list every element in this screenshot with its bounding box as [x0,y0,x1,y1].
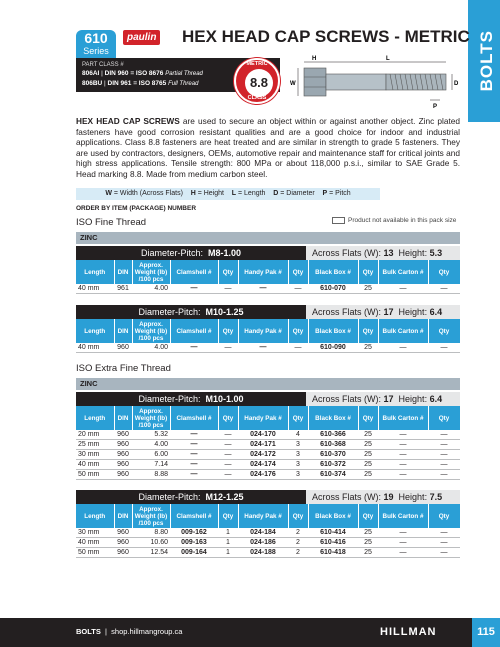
product-table [76,504,461,558]
table-cell: 610-416 [308,538,358,548]
table-cell: 960 [114,460,132,470]
table-header-row [76,319,460,343]
section-tab-label: BOLTS [477,30,496,92]
table-cell: 40 mm [76,284,114,294]
column-header: Qty [218,319,238,343]
diagram-label-p: P [433,104,438,110]
column-header: Qty [218,406,238,430]
metric-class-seal [234,58,280,104]
finish-bar: ZINC [76,232,460,244]
column-header: Black Box # [308,504,358,528]
table-cell: 1 [218,548,238,558]
column-header: Qty [428,504,460,528]
table-cell: 25 [358,430,378,440]
table-cell: 009-164 [170,548,218,558]
table-cell: 25 [358,528,378,538]
footer-url[interactable]: shop.hillmangroup.ca [111,627,183,636]
column-header: DIN [114,504,132,528]
legend-key: W [105,190,112,197]
table-cell: — [378,430,428,440]
table-cell: 024-184 [238,528,288,538]
table-cell: — [428,548,460,558]
not-available-box [332,217,345,224]
across-flats: Across Flats (W): 17 Height: 6.4 [306,392,460,406]
table-cell: — [378,548,428,558]
legend-value: Width (Across Flats) [119,190,183,197]
table-cell: 1 [218,528,238,538]
table-cell: 40 mm [76,538,114,548]
table-cell: — [218,440,238,450]
part-class-code: 806AI [82,70,100,77]
table-cell: 610-368 [308,440,358,450]
table-row [76,284,460,294]
table-cell: — [428,460,460,470]
column-header: Handy Pak # [238,406,288,430]
column-header: Qty [358,504,378,528]
series-badge [76,30,116,58]
seal-grade-value: 8.8 [245,69,273,97]
section-title: ISO Extra Fine Thread [76,363,171,374]
table-cell: — [170,440,218,450]
across-flats: Across Flats (W): 19 Height: 7.5 [306,490,460,504]
table-row [76,548,460,558]
section-title: ISO Fine Thread [76,217,147,228]
table-row [76,470,460,480]
table-cell: 960 [114,343,132,353]
table-cell: — [218,284,238,294]
diagram-label-l: L [386,56,390,62]
part-class-label: PART CLASS # [82,62,124,68]
column-header: Qty [358,319,378,343]
section-tab [468,0,500,122]
column-header: Qty [428,406,460,430]
table-cell: 40 mm [76,343,114,353]
table-cell: 024-176 [238,470,288,480]
column-header: Qty [288,406,308,430]
table-cell: 960 [114,450,132,460]
part-class-note: Full Thread [168,81,199,87]
table-cell: 25 mm [76,440,114,450]
across-flats: Across Flats (W): 13 Height: 5.3 [306,246,460,260]
table-cell: — [218,343,238,353]
legend-key: P [322,190,328,197]
table-cell: 610-070 [308,284,358,294]
table-cell: 4.00 [132,343,170,353]
product-table [76,319,461,353]
table-cell: — [378,284,428,294]
table-cell: 960 [114,470,132,480]
order-label: ORDER BY ITEM (PACKAGE) NUMBER [76,205,197,212]
not-available-note [332,217,456,224]
spec-bar [76,392,460,406]
legend-value: Height [203,190,224,197]
table-cell: — [378,538,428,548]
table-cell: 8.80 [132,528,170,538]
table-cell: 610-374 [308,470,358,480]
footer-section: BOLTS [76,627,101,636]
spec-bar [76,490,460,504]
table-cell: 25 [358,538,378,548]
table-row [76,528,460,538]
table-header-row [76,260,460,284]
table-cell: — [378,450,428,460]
table-cell: 610-090 [308,343,358,353]
table-cell: 960 [114,440,132,450]
table-cell: 8.88 [132,470,170,480]
column-header: Qty [288,260,308,284]
column-header: Handy Pak # [238,504,288,528]
column-header: DIN [114,319,132,343]
table-cell: 4.00 [132,440,170,450]
description-lead: HEX HEAD CAP SCREWS [76,116,180,126]
table-cell: — [170,460,218,470]
table-cell: 25 [358,343,378,353]
table-cell: 610-366 [308,430,358,440]
legend-value: Pitch [335,190,351,197]
table-cell: 3 [288,450,308,460]
table-cell: 3 [288,470,308,480]
table-cell: 2 [288,538,308,548]
diagram-label-h: H [312,56,317,62]
paulin-logo: paulin [123,30,160,45]
table-cell: 610-372 [308,460,358,470]
column-header: Approx. Weight (lb) /100 pcs [132,260,170,284]
table-cell: 20 mm [76,430,114,440]
product-table [76,406,461,480]
column-header: Qty [428,260,460,284]
table-cell: — [218,430,238,440]
table-cell: — [378,343,428,353]
table-header-row [76,504,460,528]
table-row [76,538,460,548]
table-row [76,343,460,353]
table-cell: 25 [358,548,378,558]
table-header-row [76,406,460,430]
table-cell: — [218,460,238,470]
table-cell: 2 [288,548,308,558]
table-cell: 50 mm [76,470,114,480]
table-cell: 610-370 [308,450,358,460]
table-row [76,460,460,470]
column-header: Qty [358,260,378,284]
table-cell: 2 [288,528,308,538]
finish-bar: ZINC [76,378,460,390]
table-cell: 610-418 [308,548,358,558]
diagram-label-d: D [454,81,459,87]
part-class-note: Partial Thread [165,71,203,77]
table-cell: 25 [358,470,378,480]
page-number: 115 [472,618,500,647]
table-cell: — [428,470,460,480]
legend-key: L [231,190,237,197]
table-cell: 25 [358,450,378,460]
column-header: Clamshell # [170,260,218,284]
table-cell: — [378,470,428,480]
page-title: HEX HEAD CAP SCREWS - METRIC [182,27,470,46]
table-cell: — [378,460,428,470]
product-description [76,116,460,180]
column-header: Approx. Weight (lb) /100 pcs [132,406,170,430]
table-cell: 4.00 [132,284,170,294]
table-cell: 024-170 [238,430,288,440]
table-cell: — [428,450,460,460]
column-header: Black Box # [308,319,358,343]
table-cell: 30 mm [76,528,114,538]
table-cell: 960 [114,548,132,558]
table-cell: 024-186 [238,538,288,548]
column-header: Clamshell # [170,319,218,343]
column-header: DIN [114,260,132,284]
table-cell: 024-174 [238,460,288,470]
column-header: Approx. Weight (lb) /100 pcs [132,504,170,528]
table-cell: — [238,284,288,294]
column-header: Black Box # [308,406,358,430]
spec-bar [76,246,460,260]
table-cell: 25 [358,440,378,450]
column-header: Length [76,319,114,343]
column-header: Length [76,406,114,430]
hillman-logo: HILLMAN [380,626,437,638]
across-flats: Across Flats (W): 17 Height: 6.4 [306,305,460,319]
column-header: Handy Pak # [238,260,288,284]
table-cell: 5.32 [132,430,170,440]
product-table [76,260,461,294]
part-class-spec: DIN 961 = ISO 8765 [107,80,167,87]
footer-nav [76,627,182,636]
seal-top-text: METRIC [246,61,268,67]
column-header: Bulk Carton # [378,260,428,284]
column-header: Qty [218,260,238,284]
column-header: Bulk Carton # [378,406,428,430]
part-class-spec: DIN 960 = ISO 8676 [104,70,164,77]
bolt-diagram [290,54,460,112]
table-cell: — [288,284,308,294]
table-cell: 7.14 [132,460,170,470]
table-cell: 6.00 [132,450,170,460]
table-cell: 009-162 [170,528,218,538]
part-class-row: 806AI | DIN 960 = ISO 8676 Partial Thread [82,70,203,77]
legend-value: Length [244,190,266,197]
column-header: Bulk Carton # [378,319,428,343]
table-cell: — [428,343,460,353]
table-cell: 610-414 [308,528,358,538]
table-row [76,440,460,450]
column-header: Handy Pak # [238,319,288,343]
diameter-pitch: Diameter-Pitch: M8-1.00 [140,248,242,258]
page-footer [0,618,500,647]
table-cell: — [170,470,218,480]
seal-bottom-text: CLASS [247,95,267,101]
legend-value: Diameter [286,190,315,197]
dimension-legend: W = Width (Across Flats) H = Height L = Length D = Diameter P = Pitch [76,188,380,200]
table-cell: 024-171 [238,440,288,450]
table-cell: 960 [114,528,132,538]
table-cell: 961 [114,284,132,294]
table-cell: 009-163 [170,538,218,548]
table-cell: 1 [218,538,238,548]
spec-bar [76,305,460,319]
column-header: Qty [288,319,308,343]
part-class-code: 806BU [82,80,103,87]
table-cell: — [288,343,308,353]
footer-separator: | [105,627,107,636]
column-header: Length [76,504,114,528]
table-row [76,430,460,440]
diameter-pitch: Diameter-Pitch: M10-1.25 [138,307,244,317]
column-header: Black Box # [308,260,358,284]
column-header: Qty [288,504,308,528]
column-header: Clamshell # [170,504,218,528]
table-cell: — [170,284,218,294]
series-label: Series [83,46,109,56]
column-header: Qty [358,406,378,430]
table-cell: — [378,440,428,450]
column-header: DIN [114,406,132,430]
column-header: Length [76,260,114,284]
table-cell: — [238,343,288,353]
table-cell: — [428,440,460,450]
table-cell: 12.54 [132,548,170,558]
table-cell: 3 [288,440,308,450]
diagram-label-w: W [290,81,296,87]
table-cell: 30 mm [76,450,114,460]
column-header: Clamshell # [170,406,218,430]
table-cell: — [218,450,238,460]
legend-key: D [273,190,279,197]
table-cell: 960 [114,538,132,548]
table-cell: — [428,538,460,548]
table-cell: — [428,284,460,294]
table-cell: — [170,450,218,460]
table-cell: 25 [358,460,378,470]
part-class-row: 806BU | DIN 961 = ISO 8765 Full Thread [82,80,199,87]
column-header: Approx. Weight (lb) /100 pcs [132,319,170,343]
diameter-pitch: Diameter-Pitch: M12-1.25 [138,492,244,502]
table-cell: — [428,430,460,440]
diameter-pitch: Diameter-Pitch: M10-1.00 [138,394,244,404]
table-cell: 3 [288,460,308,470]
legend-key: H [190,190,196,197]
table-cell: — [428,528,460,538]
table-cell: 50 mm [76,548,114,558]
not-available-text: Product not available in this pack size [348,217,457,225]
table-cell: 40 mm [76,460,114,470]
table-cell: — [218,470,238,480]
table-cell: 024-188 [238,548,288,558]
table-cell: — [170,430,218,440]
table-row [76,450,460,460]
column-header: Qty [218,504,238,528]
table-cell: 024-172 [238,450,288,460]
table-cell: — [170,343,218,353]
series-number: 610 [84,30,108,46]
table-cell: 4 [288,430,308,440]
table-cell: 10.60 [132,538,170,548]
column-header: Qty [428,319,460,343]
table-cell: 25 [358,284,378,294]
table-cell: 960 [114,430,132,440]
table-cell: — [378,528,428,538]
column-header: Bulk Carton # [378,504,428,528]
description-body: are used to secure an object within or against another object. Zinc plated fasteners have good corrosion resistant qualities and are a good choice for indoor and industrial applications. Class 8.8 fasteners are heat treated and are similar in strength to grade 5 fasteners. They are used by contractors, designers, OEMs, automotive repair and maintenance staff for critical joints and high stress applications. Tensile strength: 800 MPa or about 118,000 p.s.i., similar to SAE Grade 5. Head marking 8.8. Made from medium carbon steel. [76,116,460,179]
